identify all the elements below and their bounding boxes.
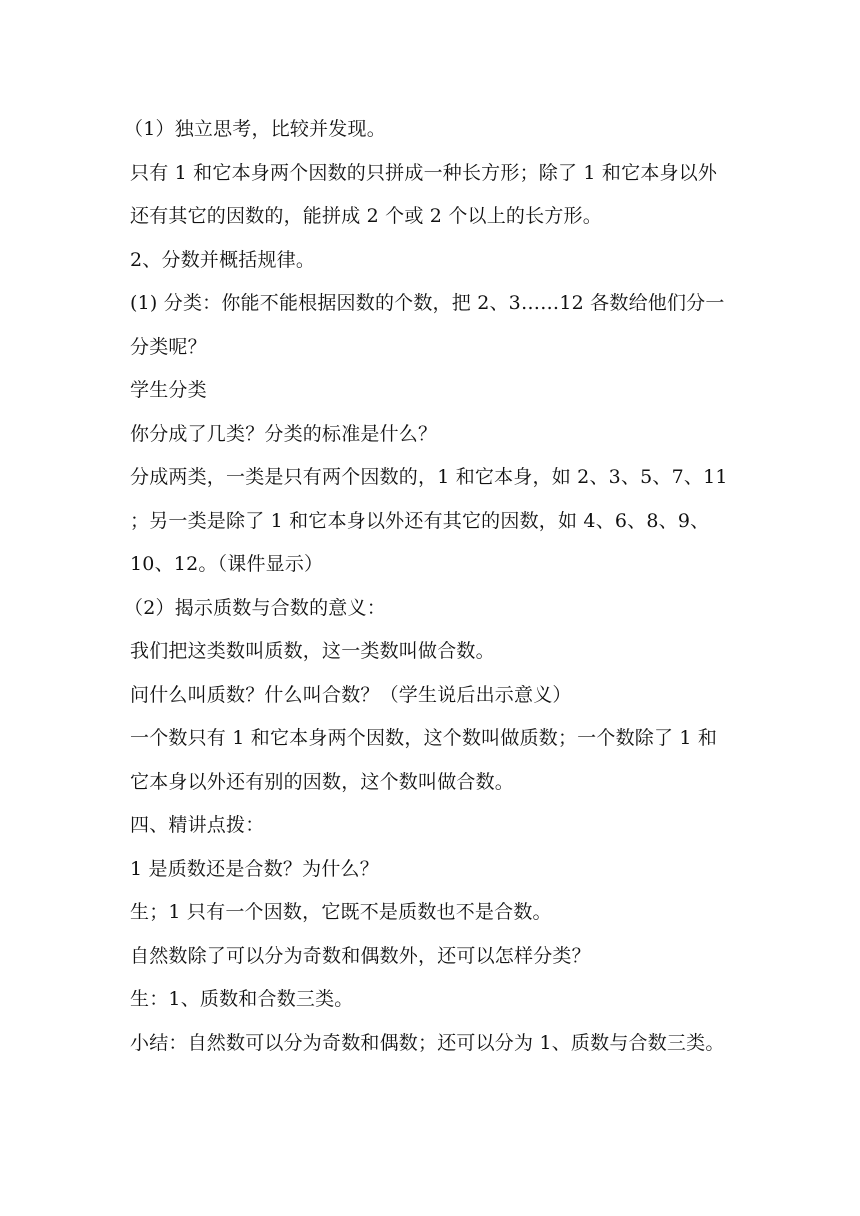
document-body [124, 108, 736, 1065]
text-line-12: （2）揭示质数与合数的意义： [124, 596, 386, 619]
text-line-14: 问什么叫质数？什么叫合数？（学生说后出示意义） [130, 683, 572, 706]
text-line-9: 分成两类，一类是只有两个因数的，1 和它本身，如 2、3、5、7、11 [130, 466, 728, 488]
text-line-6: 分类呢？ [130, 335, 207, 358]
text-line-8: 你分成了几类？分类的标准是什么？ [130, 422, 438, 445]
text-line-21: 生：1、质数和合数三类。 [130, 988, 354, 1010]
text-line-1: （1）独立思考，比较并发现。 [124, 118, 386, 140]
text-line-15: 一个数只有 1 和它本身两个因数，这个数叫做质数；一个数除了 1 和 [130, 727, 718, 749]
text-line-11: 10、12。（课件显示） [130, 553, 324, 575]
text-line-16: 它本身以外还有别的因数，这个数叫做合数。 [130, 770, 515, 793]
text-line-3: 还有其它的因数的，能拼成 2 个或 2 个以上的长方形。 [130, 205, 602, 227]
text-line-19: 生；1 只有一个因数，它既不是质数也不是合数。 [130, 901, 552, 923]
text-line-4: 2、分数并概括规律。 [130, 248, 316, 271]
text-line-18: 1 是质数还是合数？为什么？ [130, 857, 379, 880]
text-line-5: (1) 分类：你能不能根据因数的个数，把 2、3……12 各数给他们分一 [130, 292, 725, 314]
text-line-10: ；另一类是除了 1 和它本身以外还有其它的因数，如 4、6、8、9、 [130, 509, 710, 532]
text-line-7: 学生分类 [130, 379, 207, 401]
text-line-2: 只有 1 和它本身两个因数的只拼成一种长方形；除了 1 和它本身以外 [130, 161, 718, 184]
text-line-22: 小结：自然数可以分为奇数和偶数；还可以分为 1、质数与合数三类。 [130, 1031, 725, 1054]
text-line-13: 我们把这类数叫质数，这一类数叫做合数。 [130, 640, 495, 662]
text-line-17: 四、精讲点拨： [130, 814, 265, 836]
text-line-20: 自然数除了可以分为奇数和偶数外，还可以怎样分类？ [130, 944, 591, 967]
